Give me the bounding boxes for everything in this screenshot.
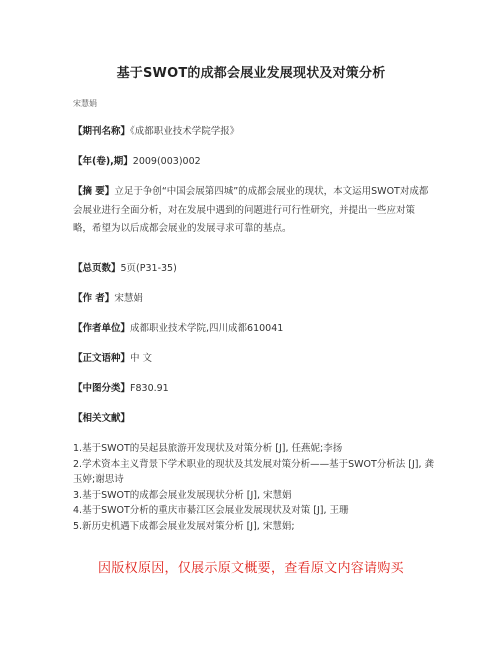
pages-label: 【总页数】 <box>73 263 121 274</box>
affiliation-field <box>73 321 433 336</box>
reference-item[interactable]: 1.基于SWOT的吴起县旅游开发现状及对策分析 [J], 任燕妮;李扬 <box>73 443 343 454</box>
reference-item[interactable]: 2.学术资本主义背景下学术职业的现状及其发展对策分析——基于SWOT分析法 [J], 龚玉婷;谢思诗 <box>73 458 435 485</box>
references-heading <box>73 411 433 426</box>
copyright-notice: 因版权原因，仅展示原文概要，查看原文内容请购买 <box>98 561 404 576</box>
reference-item[interactable]: 5.新历史机遇下成都会展业发展对策分析 [J], 宋慧娟; <box>73 520 295 532</box>
abstract-label: 【摘 要】 <box>73 186 115 197</box>
references-list <box>73 441 443 534</box>
pages-value: 5页(P31-35) <box>120 263 177 274</box>
abstract-field <box>73 183 433 239</box>
classification-label: 【中图分类】 <box>73 383 131 394</box>
journal-field <box>73 124 433 139</box>
affiliation-label: 【作者单位】 <box>73 323 131 334</box>
language-label: 【正文语种】 <box>73 353 131 364</box>
reference-item[interactable]: 4.基于SWOT分析的重庆市綦江区会展业发展现状及对策 [J], 王珊 <box>73 505 349 516</box>
document-title: 基于SWOT的成都会展业发展现状及对策分析 <box>116 66 386 81</box>
year-issue-value: 2009(003)002 <box>132 156 201 167</box>
author-line: 宋慧娟 <box>73 99 97 108</box>
author-label: 【作 者】 <box>73 293 115 304</box>
year-issue-label: 【年(卷),期】 <box>73 156 133 167</box>
reference-item[interactable]: 3.基于SWOT的成都会展业发展现状分析 [J], 宋慧娟 <box>73 489 292 501</box>
author-field <box>73 291 433 306</box>
affiliation-value: 成都职业技术学院,四川成都610041 <box>130 323 284 334</box>
classification-field <box>73 381 433 396</box>
classification-value: F830.91 <box>130 383 169 394</box>
abstract-text: 立足于争创“中国会展第四城”的成都会展业的现状，本文运用SWOT对成都会展业进行全面分析，对在发展中遇到的问题进行可行性研究，并提出一些应对策略，希望为以后成都会展业的发展寻求可靠的基点。 <box>73 186 429 234</box>
pages-field <box>73 261 433 276</box>
language-value: 中 文 <box>130 353 153 364</box>
journal-label: 【期刊名称】 <box>73 126 131 137</box>
language-field <box>73 351 433 366</box>
journal-value: 《成都职业技术学院学报》 <box>130 126 240 137</box>
year-issue-field <box>73 154 433 169</box>
references-label: 【相关文献】 <box>73 413 131 424</box>
author-value: 宋慧娟 <box>114 293 143 304</box>
